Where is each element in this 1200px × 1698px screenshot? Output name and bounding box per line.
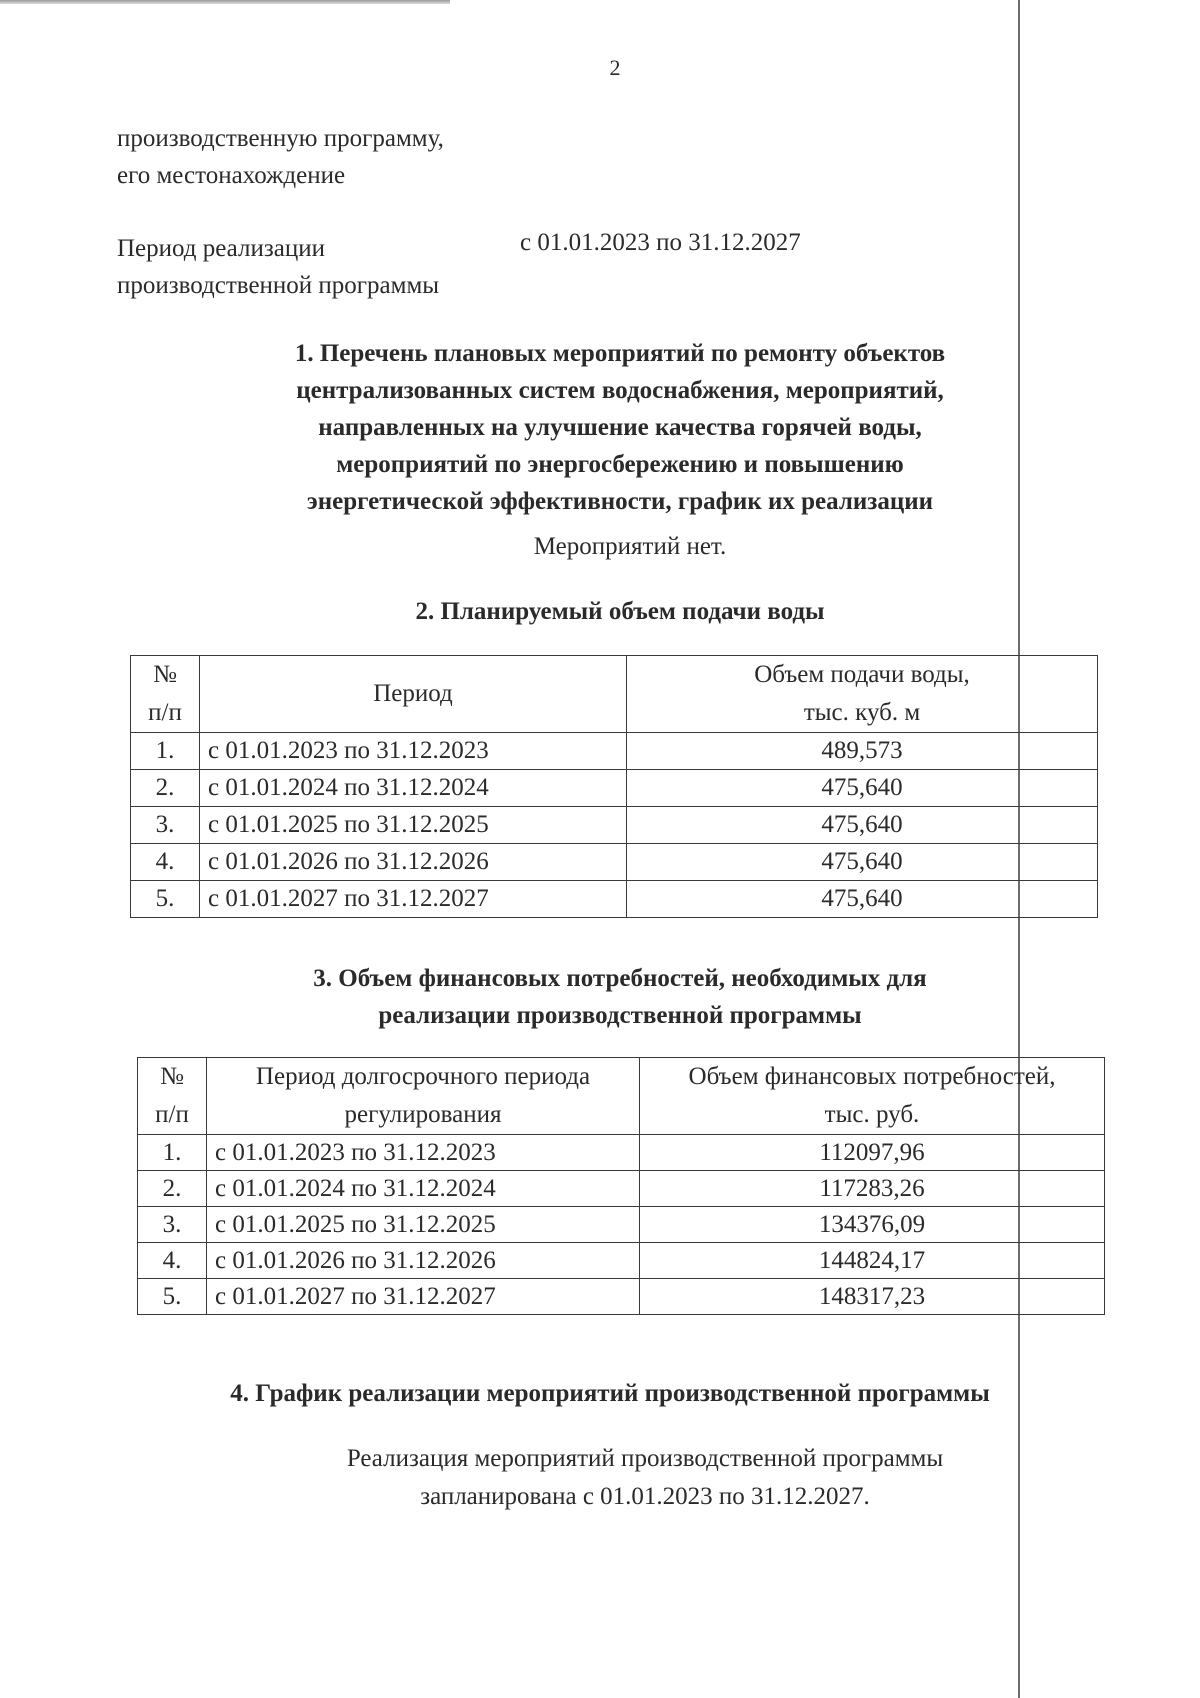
row-period: с 01.01.2025 по 31.12.2025 <box>200 807 627 844</box>
header-num-line-1: № <box>153 661 177 688</box>
section-4-text-line-2: запланирована с 01.01.2023 по 31.12.2027. <box>420 1483 870 1510</box>
scan-edge-artifact <box>0 0 450 4</box>
row-value: 148317,23 <box>640 1279 1105 1315</box>
water-supply-table <box>130 655 1098 918</box>
row-num: 5. <box>131 881 200 918</box>
row-period: с 01.01.2023 по 31.12.2023 <box>200 733 627 770</box>
table-row <box>131 770 1098 807</box>
period-label-line-1: Период реализации <box>117 235 325 262</box>
table-row <box>131 881 1098 918</box>
row-period: с 01.01.2027 по 31.12.2027 <box>207 1279 640 1315</box>
section-1-heading-line: 1. Перечень плановых мероприятий по ремонту объектов <box>294 340 946 367</box>
header-num-line-1: № <box>160 1063 184 1090</box>
header-num-line-2: п/п <box>148 699 182 726</box>
section-3-heading <box>210 960 1030 1034</box>
header-num <box>131 656 200 733</box>
row-num: 4. <box>131 844 200 881</box>
financial-needs-table <box>137 1057 1105 1315</box>
header-volume-line-1: Объем подачи воды, <box>754 661 970 688</box>
header-period-line-1: Период долгосрочного периода <box>255 1063 591 1090</box>
row-value: 112097,96 <box>640 1135 1105 1171</box>
row-num: 3. <box>131 807 200 844</box>
header-financial-volume <box>640 1058 1105 1135</box>
table-row <box>138 1279 1105 1315</box>
section-3-heading-line-1: 3. Объем финансовых потребностей, необходимых для <box>313 965 927 992</box>
row-value: 144824,17 <box>640 1243 1105 1279</box>
section-1-heading-line: направленных на улучшение качества горячей воды, <box>318 414 922 441</box>
table-row <box>138 1135 1105 1171</box>
row-num: 1. <box>131 733 200 770</box>
section-3-heading-line-2: реализации производственной программы <box>378 1002 862 1029</box>
row-period: с 01.01.2025 по 31.12.2025 <box>207 1207 640 1243</box>
header-num-line-2: п/п <box>155 1101 189 1128</box>
row-value: 117283,26 <box>640 1171 1105 1207</box>
section-1-heading-line: энергетической эффективности, график их реализации <box>306 488 934 515</box>
row-value: 475,640 <box>627 807 1098 844</box>
row-num: 5. <box>138 1279 207 1315</box>
row-period: с 01.01.2023 по 31.12.2023 <box>207 1135 640 1171</box>
row-period: с 01.01.2024 по 31.12.2024 <box>207 1171 640 1207</box>
table-row <box>138 1243 1105 1279</box>
period-label-line-2: производственной программы <box>117 272 440 299</box>
header-financial-line-2: тыс. руб. <box>824 1101 920 1128</box>
intro-text <box>117 120 444 194</box>
header-period-line-2: регулирования <box>344 1101 502 1128</box>
table-row <box>131 733 1098 770</box>
row-period: с 01.01.2024 по 31.12.2024 <box>200 770 627 807</box>
section-4-text-line-1: Реализация мероприятий производственной программы <box>346 1445 944 1472</box>
table-row <box>138 1207 1105 1243</box>
period-label <box>117 230 439 304</box>
row-value: 475,640 <box>627 770 1098 807</box>
intro-line-2: его местонахождение <box>117 162 346 189</box>
header-period <box>207 1058 640 1135</box>
section-1-heading-line: централизованных систем водоснабжения, мероприятий, <box>296 377 944 404</box>
header-volume-line-2: тыс. куб. м <box>803 699 921 726</box>
row-period: с 01.01.2026 по 31.12.2026 <box>207 1243 640 1279</box>
row-period: с 01.01.2027 по 31.12.2027 <box>200 881 627 918</box>
row-value: 475,640 <box>627 881 1098 918</box>
header-volume <box>627 656 1098 733</box>
period-value: с 01.01.2023 по 31.12.2027 <box>520 229 801 256</box>
row-num: 1. <box>138 1135 207 1171</box>
row-value: 475,640 <box>627 844 1098 881</box>
section-1-heading-line: мероприятий по энергосбережению и повышению <box>336 451 904 478</box>
row-num: 2. <box>138 1171 207 1207</box>
header-period: Период <box>200 656 627 733</box>
row-value: 134376,09 <box>640 1207 1105 1243</box>
header-financial-line-1: Объем финансовых потребностей, <box>688 1063 1056 1090</box>
intro-line-1: производственную программу, <box>117 125 444 152</box>
section-4-text <box>220 1440 1070 1516</box>
section-4-heading: 4. График реализации мероприятий производственной программы <box>230 1380 990 1407</box>
section-1-heading <box>210 335 1030 520</box>
table-row <box>131 807 1098 844</box>
section-1-text: Мероприятий нет. <box>533 533 727 560</box>
header-num <box>138 1058 207 1135</box>
table-header-row <box>138 1058 1105 1135</box>
row-period: с 01.01.2026 по 31.12.2026 <box>200 844 627 881</box>
page-number: 2 <box>609 55 621 80</box>
table-row <box>138 1171 1105 1207</box>
table-header-row <box>131 656 1098 733</box>
row-value: 489,573 <box>627 733 1098 770</box>
row-num: 3. <box>138 1207 207 1243</box>
table-row <box>131 844 1098 881</box>
row-num: 2. <box>131 770 200 807</box>
section-2-heading: 2. Планируемый объем подачи воды <box>415 598 825 625</box>
row-num: 4. <box>138 1243 207 1279</box>
